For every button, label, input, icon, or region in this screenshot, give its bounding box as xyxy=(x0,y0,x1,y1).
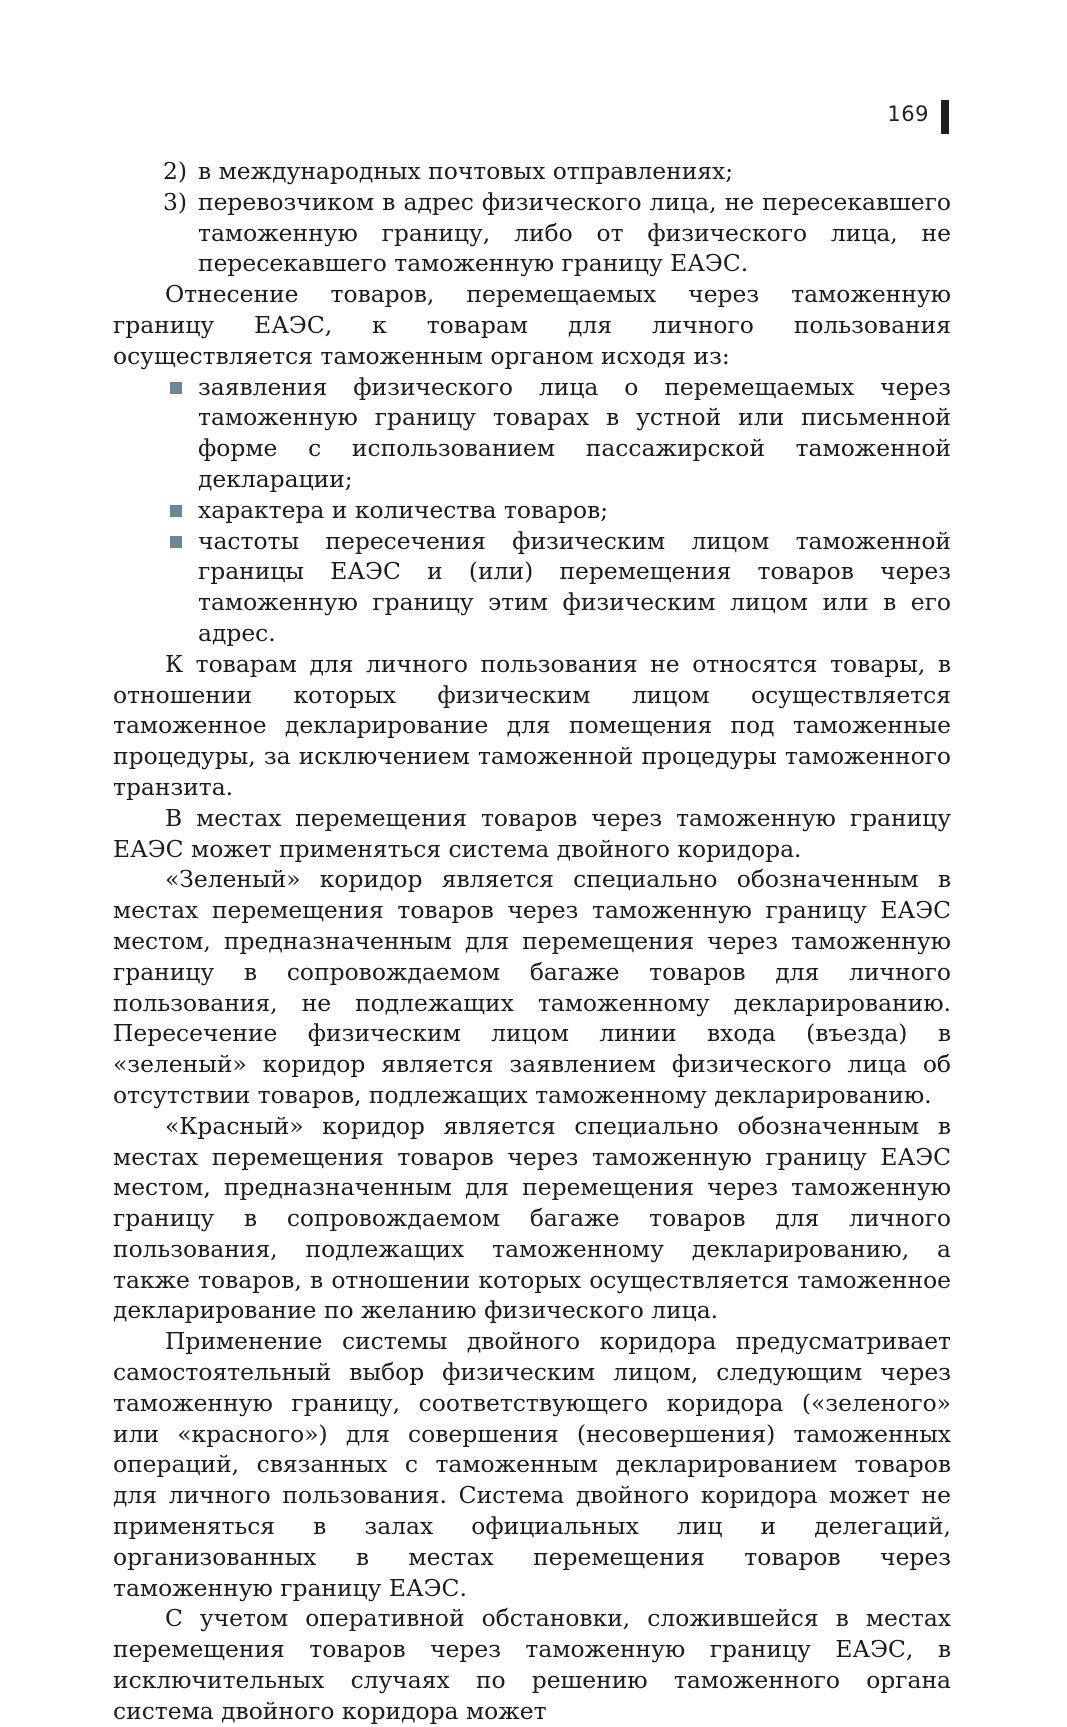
paragraph: С учетом оперативной обстановки, сложившейся в местах перемещения товаров через таможенную границу ЕАЭС, в исключительных случаях по решению таможенного органа система двойного коридора может xyxy=(113,1604,951,1725)
paragraph: В местах перемещения товаров через таможенную границу ЕАЭС может применяться система двойного коридора. xyxy=(113,803,951,863)
square-bullet-icon xyxy=(170,505,182,517)
bullet-text: частоты пересечения физическим лицом таможенной границы ЕАЭС и (или) перемещения товаров через таможенную границу этим физическим лицом или в его адрес. xyxy=(198,526,951,647)
numbered-item xyxy=(113,156,951,187)
item-number: 2) xyxy=(163,157,188,185)
page-number: 169 xyxy=(887,102,929,126)
bullet-item xyxy=(113,526,951,649)
item-text: в международных почтовых отправлениях; xyxy=(198,157,734,185)
page-number-bar xyxy=(941,100,949,134)
item-text: перевозчиком в адрес физического лица, не пересекавшего таможенную границу, либо от физического лица, не пересекавшего таможенную границу ЕАЭС. xyxy=(198,187,951,278)
bullet-text: характера и количества товаров; xyxy=(198,495,609,524)
paragraph: Применение системы двойного коридора предусматривает самостоятельный выбор физическим лицом, следующим через таможенную границу, соответствующего коридора («зеленого» или «красного») для совершения (несовершения) таможенных операций, связанных с таможенным декларированием товаров для личного пользования. Система двойного коридора может не применяться в залах официальных лиц и делегаций, организованных в местах перемещения товаров через таможенную границу ЕАЭС. xyxy=(113,1327,951,1602)
bullet-item xyxy=(113,372,951,495)
paragraph: «Красный» коридор является специально обозначенным в местах перемещения товаров через таможенную границу ЕАЭС местом, предназначенным для перемещения через таможенную границу в сопровождаемом багаже товаров для личного пользования, подлежащих таможенному декларированию, а также товаров, в отношении которых осуществляется таможенное декларирование по желанию физического лица. xyxy=(113,1111,951,1325)
square-bullet-icon xyxy=(170,382,182,394)
paragraph: К товарам для личного пользования не относятся товары, в отношении которых физическим лицом осуществляется таможенное декларирование для помещения под таможенные процедуры, за исключением таможенной процедуры таможенного транзита. xyxy=(113,649,951,801)
item-number: 3) xyxy=(163,187,188,216)
body-text xyxy=(113,156,951,1727)
paragraph: «Зеленый» коридор является специально обозначенным в местах перемещения товаров через таможенную границу ЕАЭС местом, предназначенным для перемещения через таможенную границу в сопровождаемом багаже товаров для личного пользования, не подлежащих таможенному декларированию. Пересечение физическим лицом линии входа (въезда) в «зеленый» коридор является заявлением физического лица об отсутствии товаров, подлежащих таможенному декларированию. xyxy=(113,865,951,1109)
numbered-item xyxy=(113,187,951,279)
bullet-text: заявления физического лица о перемещаемых через таможенную границу товарах в устной или письменной форме с использованием пассажирской таможенной декларации; xyxy=(198,372,951,493)
bullet-item xyxy=(113,495,951,526)
square-bullet-icon xyxy=(170,536,182,548)
paragraph: Отнесение товаров, перемещаемых через таможенную границу ЕАЭС, к товарам для личного пользования осуществляется таможенным органом исходя из: xyxy=(113,280,951,370)
